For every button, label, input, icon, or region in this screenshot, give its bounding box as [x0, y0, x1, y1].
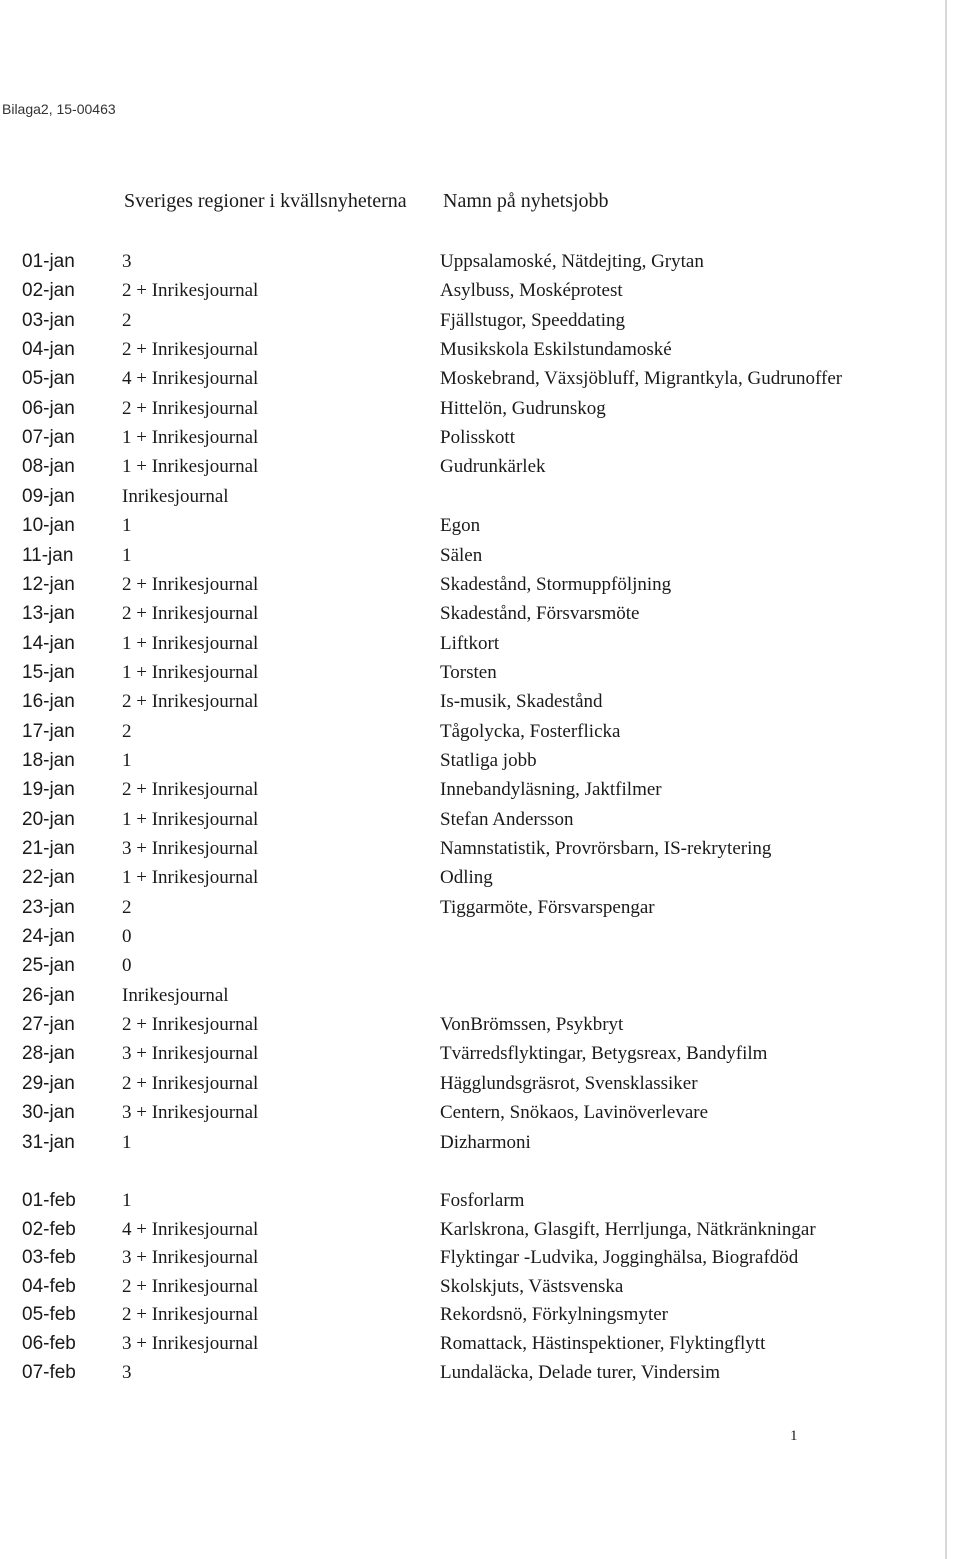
table-row	[0, 1099, 940, 1127]
table-row	[0, 277, 940, 305]
table-row	[0, 1330, 940, 1358]
row-date: 04-jan	[22, 339, 75, 360]
row-news-names: Namnstatistik, Provrörsbarn, IS-rekrytering	[440, 838, 772, 859]
row-date: 05-jan	[22, 368, 75, 389]
row-news-names: Skolskjuts, Västsvenska	[440, 1276, 624, 1297]
table-row	[0, 718, 940, 746]
row-region-count: 1 + Inrikesjournal	[122, 427, 259, 448]
row-date: 09-jan	[22, 486, 75, 507]
row-region-count: 1 + Inrikesjournal	[122, 633, 259, 654]
row-date: 30-jan	[22, 1102, 75, 1123]
table-row	[0, 1187, 940, 1215]
row-region-count: 2 + Inrikesjournal	[122, 1276, 259, 1297]
row-date: 02-jan	[22, 280, 75, 301]
table-row	[0, 952, 940, 980]
row-date: 20-jan	[22, 809, 75, 830]
table-row	[0, 336, 940, 364]
row-date: 27-jan	[22, 1014, 75, 1035]
row-region-count: 2 + Inrikesjournal	[122, 1073, 259, 1094]
row-region-count: 2 + Inrikesjournal	[122, 1304, 259, 1325]
row-news-names: Sälen	[440, 545, 483, 566]
row-date: 08-jan	[22, 456, 75, 477]
row-date: 05-feb	[22, 1304, 76, 1325]
table-row	[0, 806, 940, 834]
row-news-names: Torsten	[440, 662, 497, 683]
row-news-names: Lundaläcka, Delade turer, Vindersim	[440, 1362, 720, 1383]
row-news-names: Flyktingar -Ludvika, Jogginghälsa, Biografdöd	[440, 1247, 799, 1268]
table-row	[0, 1244, 940, 1272]
row-date: 04-feb	[22, 1276, 76, 1297]
row-region-count: 2 + Inrikesjournal	[122, 574, 259, 595]
row-news-names: Tvärredsflyktingar, Betygsreax, Bandyfilm	[440, 1043, 768, 1064]
row-date: 14-jan	[22, 633, 75, 654]
row-date: 26-jan	[22, 985, 75, 1006]
row-date: 01-feb	[22, 1190, 76, 1211]
table-row	[0, 365, 940, 393]
row-news-names: Egon	[440, 515, 481, 536]
row-region-count: 1 + Inrikesjournal	[122, 809, 259, 830]
row-date: 29-jan	[22, 1073, 75, 1094]
row-news-names: Is-musik, Skadestånd	[440, 691, 603, 712]
row-region-count: 2 + Inrikesjournal	[122, 1014, 259, 1035]
row-region-count: 4 + Inrikesjournal	[122, 368, 259, 389]
table-row	[0, 307, 940, 335]
row-date: 16-jan	[22, 691, 75, 712]
table-row	[0, 571, 940, 599]
row-region-count: 2 + Inrikesjournal	[122, 779, 259, 800]
table-row	[0, 1359, 940, 1387]
table-row	[0, 864, 940, 892]
row-news-names: Moskebrand, Växsjöbluff, Migrantkyla, Gudrunoffer	[440, 368, 843, 389]
table-row	[0, 776, 940, 804]
row-date: 18-jan	[22, 750, 75, 771]
table-row	[0, 894, 940, 922]
row-region-count: 1	[122, 1190, 132, 1211]
row-news-names: Musikskola Eskilstundamoské	[440, 339, 672, 360]
table-row	[0, 982, 940, 1010]
row-region-count: 2	[122, 721, 132, 742]
row-news-names: Innebandyläsning, Jaktfilmer	[440, 779, 662, 800]
row-date: 28-jan	[22, 1043, 75, 1064]
row-news-names: Odling	[440, 867, 493, 888]
scan-edge-line	[945, 0, 947, 1559]
row-news-names: Dizharmoni	[440, 1132, 531, 1153]
row-news-names: Hittelön, Gudrunskog	[440, 398, 606, 419]
row-region-count: 3 + Inrikesjournal	[122, 1247, 259, 1268]
table-row	[0, 512, 940, 540]
table-row	[0, 600, 940, 628]
table-row	[0, 424, 940, 452]
row-date: 19-jan	[22, 779, 75, 800]
table-row	[0, 248, 940, 276]
row-news-names: Skadestånd, Stormuppföljning	[440, 574, 672, 595]
row-news-names: Gudrunkärlek	[440, 456, 546, 477]
row-region-count: 2	[122, 310, 132, 331]
row-region-count: 1	[122, 1132, 132, 1153]
row-news-names: Hägglundsgräsrot, Svensklassiker	[440, 1073, 698, 1094]
table-row	[0, 1273, 940, 1301]
row-region-count: 1	[122, 750, 132, 771]
row-date: 06-jan	[22, 398, 75, 419]
row-news-names: Stefan Andersson	[440, 809, 574, 830]
table-row	[0, 659, 940, 687]
row-news-names: Statliga jobb	[440, 750, 537, 771]
row-news-names: Fjällstugor, Speeddating	[440, 310, 625, 331]
table-row	[0, 483, 940, 511]
row-region-count: 2 + Inrikesjournal	[122, 691, 259, 712]
row-date: 07-feb	[22, 1362, 76, 1383]
table-row	[0, 1301, 940, 1329]
row-region-count: 2 + Inrikesjournal	[122, 398, 259, 419]
row-region-count: 1 + Inrikesjournal	[122, 662, 259, 683]
row-region-count: 2 + Inrikesjournal	[122, 339, 259, 360]
row-news-names: Centern, Snökaos, Lavinöverlevare	[440, 1102, 709, 1123]
row-date: 01-jan	[22, 251, 75, 272]
page-number: 1	[790, 1428, 798, 1444]
row-region-count: 2	[122, 897, 132, 918]
row-date: 06-feb	[22, 1333, 76, 1354]
row-news-names: Asylbuss, Mosképrotest	[440, 280, 623, 301]
row-date: 11-jan	[22, 545, 74, 566]
row-date: 13-jan	[22, 603, 75, 624]
row-date: 12-jan	[22, 574, 75, 595]
table-row	[0, 1216, 940, 1244]
row-region-count: 3	[122, 251, 132, 272]
row-date: 03-feb	[22, 1247, 76, 1268]
row-region-count: 1	[122, 545, 132, 566]
row-news-names: Uppsalamoské, Nätdejting, Grytan	[440, 251, 704, 272]
row-region-count: Inrikesjournal	[122, 486, 229, 507]
row-date: 21-jan	[22, 838, 75, 859]
row-region-count: 2 + Inrikesjournal	[122, 603, 259, 624]
document-reference: Bilaga2, 15-00463	[2, 101, 116, 117]
row-date: 31-jan	[22, 1132, 75, 1153]
table-row	[0, 395, 940, 423]
row-date: 23-jan	[22, 897, 75, 918]
row-region-count: 3	[122, 1362, 132, 1383]
row-date: 07-jan	[22, 427, 75, 448]
row-news-names: Romattack, Hästinspektioner, Flyktingflytt	[440, 1333, 766, 1354]
row-news-names: VonBrömssen, Psykbryt	[440, 1014, 624, 1035]
table-row	[0, 453, 940, 481]
row-date: 17-jan	[22, 721, 75, 742]
table-row	[0, 1011, 940, 1039]
row-date: 10-jan	[22, 515, 75, 536]
row-region-count: 3 + Inrikesjournal	[122, 1102, 259, 1123]
row-region-count: 1 + Inrikesjournal	[122, 867, 259, 888]
row-news-names: Tiggarmöte, Försvarspengar	[440, 897, 655, 918]
column-header-news-names: Namn på nyhetsjobb	[443, 190, 609, 212]
row-region-count: Inrikesjournal	[122, 985, 229, 1006]
row-region-count: 4 + Inrikesjournal	[122, 1219, 259, 1240]
row-date: 25-jan	[22, 955, 75, 976]
table-row	[0, 835, 940, 863]
row-date: 02-feb	[22, 1219, 76, 1240]
table-row	[0, 688, 940, 716]
row-region-count: 3 + Inrikesjournal	[122, 1333, 259, 1354]
row-news-names: Karlskrona, Glasgift, Herrljunga, Nätkränkningar	[440, 1219, 816, 1240]
row-region-count: 0	[122, 955, 132, 976]
row-news-names: Liftkort	[440, 633, 500, 654]
row-news-names: Tågolycka, Fosterflicka	[440, 721, 621, 742]
row-date: 22-jan	[22, 867, 75, 888]
row-region-count: 1	[122, 515, 132, 536]
table-row	[0, 923, 940, 951]
row-region-count: 0	[122, 926, 132, 947]
row-region-count: 3 + Inrikesjournal	[122, 1043, 259, 1064]
table-row	[0, 1070, 940, 1098]
row-news-names: Skadestånd, Försvarsmöte	[440, 603, 640, 624]
row-news-names: Polisskott	[440, 427, 515, 448]
table-row	[0, 542, 940, 570]
table-row	[0, 1129, 940, 1157]
table-row	[0, 1040, 940, 1068]
table-row	[0, 630, 940, 658]
row-region-count: 2 + Inrikesjournal	[122, 280, 259, 301]
row-region-count: 3 + Inrikesjournal	[122, 838, 259, 859]
row-news-names: Fosforlarm	[440, 1190, 525, 1211]
column-header-regions: Sveriges regioner i kvällsnyheterna	[124, 190, 407, 212]
row-date: 24-jan	[22, 926, 75, 947]
row-date: 15-jan	[22, 662, 75, 683]
row-region-count: 1 + Inrikesjournal	[122, 456, 259, 477]
table-row	[0, 747, 940, 775]
row-date: 03-jan	[22, 310, 75, 331]
row-news-names: Rekordsnö, Förkylningsmyter	[440, 1304, 668, 1325]
